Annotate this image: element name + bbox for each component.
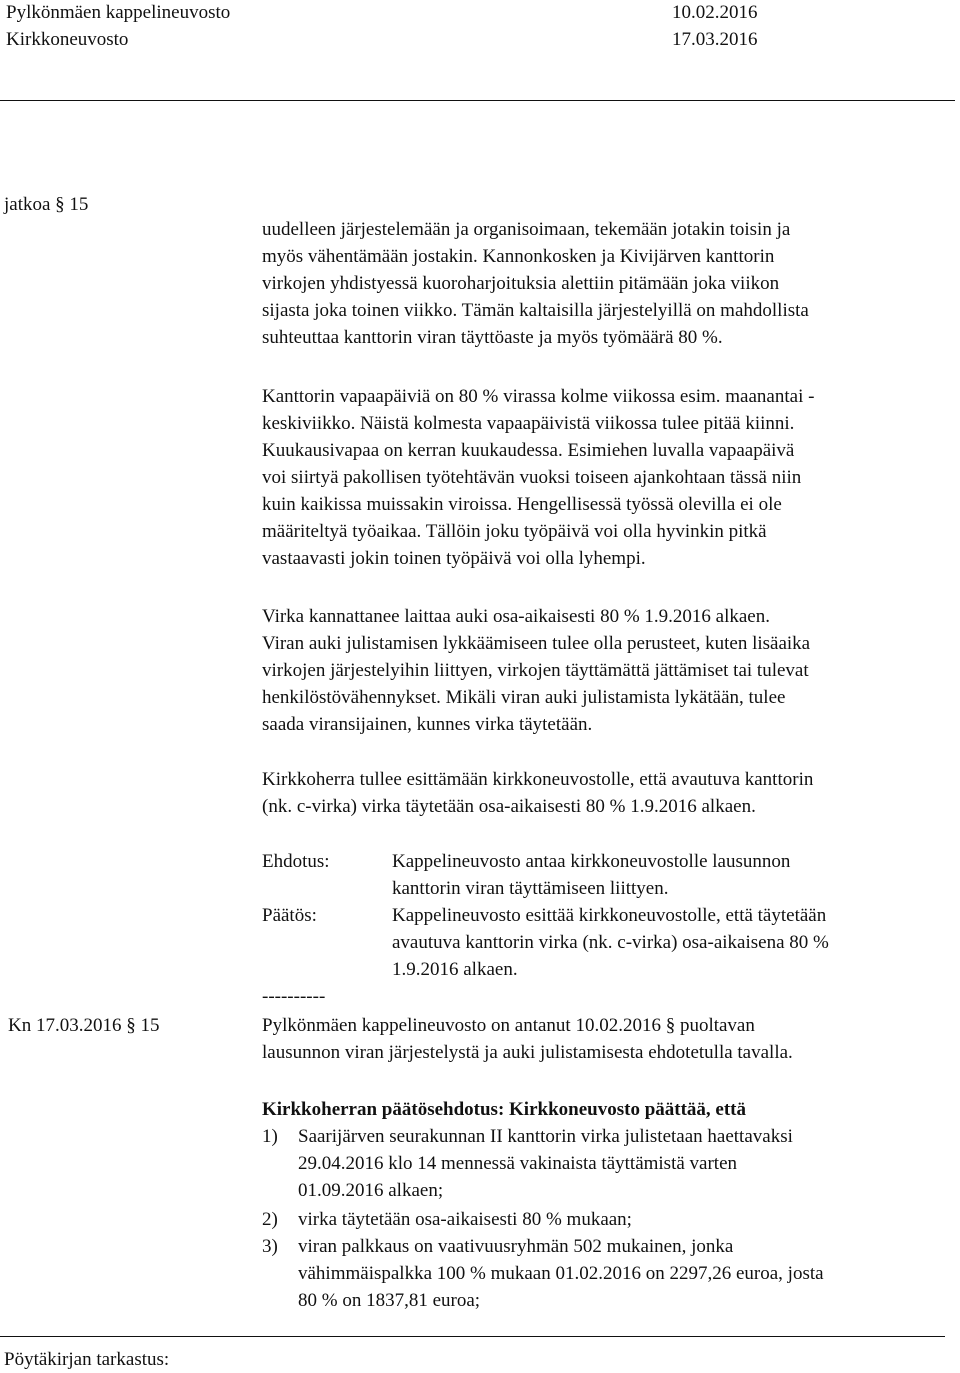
motion-heading: Kirkkoherran päätösehdotus: Kirkkoneuvosto päättää, että bbox=[262, 1099, 746, 1120]
paragraph-3-line: saada viransijainen, kunnes virka täytetään. bbox=[262, 714, 593, 735]
motion-item-line: 01.09.2016 alkaen; bbox=[298, 1180, 444, 1201]
decision-line: avautuva kanttorin virka (nk. c-virka) osa-aikaisena 80 % bbox=[392, 932, 829, 953]
proposal-label: Ehdotus: bbox=[262, 851, 330, 872]
paragraph-2-line: määriteltyä työaikaa. Tällöin joku työpäivä voi olla hyvinkin pitkä bbox=[262, 521, 767, 542]
motion-item-number: 3) bbox=[262, 1236, 278, 1257]
motion-item-line: vähimmäispalkka 100 % mukaan 01.02.2016 on 2297,26 euroa, josta bbox=[298, 1263, 824, 1284]
proposal-line: kanttorin viran täyttämiseen liittyen. bbox=[392, 878, 669, 899]
paragraph-3-line: virkojen järjestelyihin liittyen, virkojen täyttämättä jättämiset tai tulevat bbox=[262, 660, 809, 681]
paragraph-3-line: Virka kannattanee laittaa auki osa-aikaisesti 80 % 1.9.2016 alkaen. bbox=[262, 606, 770, 627]
paragraph-3-line: Viran auki julistamisen lykkäämiseen tulee olla perusteet, kuten lisäaika bbox=[262, 633, 811, 654]
motion-item-line: Saarijärven seurakunnan II kanttorin virka julistetaan haettavaksi bbox=[298, 1126, 793, 1147]
motion-item-line: 29.04.2016 klo 14 mennessä vakinaista täyttämistä varten bbox=[298, 1153, 738, 1174]
header-rule bbox=[0, 100, 955, 101]
footer-rule bbox=[0, 1336, 945, 1337]
paragraph-1-line: uudelleen järjestelemään ja organisoimaan, tekemään jotakin toisin ja bbox=[262, 219, 791, 240]
kn-paragraph-line: lausunnon viran järjestelystä ja auki julistamisesta ehdotetulla tavalla. bbox=[262, 1042, 793, 1063]
header-body-2: Kirkkoneuvosto bbox=[6, 29, 129, 50]
paragraph-2-line: vastaavasti jokin toinen työpäivä voi olla lyhempi. bbox=[262, 548, 646, 569]
paragraph-2-line: Kuukausivapaa on kerran kuukaudessa. Esimiehen luvalla vapaapäivä bbox=[262, 440, 795, 461]
paragraph-1-line: suhteuttaa kanttorin viran täyttöaste ja myös työmäärä 80 %. bbox=[262, 327, 723, 348]
paragraph-4-line: Kirkkoherra tullee esittämään kirkkoneuvostolle, että avautuva kanttorin bbox=[262, 769, 814, 790]
section-label: jatkoa § 15 bbox=[4, 194, 89, 215]
header-date-1: 10.02.2016 bbox=[672, 2, 758, 23]
paragraph-1-line: virkojen yhdistyessä kuoroharjoituksia alettiin pitämään joka viikon bbox=[262, 273, 780, 294]
decision-line: Kappelineuvosto esittää kirkkoneuvostolle, että täytetään bbox=[392, 905, 827, 926]
motion-item-line: 80 % on 1837,81 euroa; bbox=[298, 1290, 481, 1311]
motion-item-number: 2) bbox=[262, 1209, 278, 1230]
paragraph-4-line: (nk. c-virka) virka täytetään osa-aikaisesti 80 % 1.9.2016 alkaen. bbox=[262, 796, 756, 817]
paragraph-2-line: keskiviikko. Näistä kolmesta vapaapäivistä viikossa tulee pitää kiinni. bbox=[262, 413, 795, 434]
paragraph-2-line: Kanttorin vapaapäiviä on 80 % virassa kolme viikossa esim. maanantai - bbox=[262, 386, 815, 407]
proposal-line: Kappelineuvosto antaa kirkkoneuvostolle lausunnon bbox=[392, 851, 791, 872]
paragraph-3-line: henkilöstövähennykset. Mikäli viran auki julistamista lykätään, tulee bbox=[262, 687, 786, 708]
decision-label: Päätös: bbox=[262, 905, 317, 926]
header-body-1: Pylkönmäen kappelineuvosto bbox=[6, 2, 231, 23]
paragraph-1-line: myös vähentämään jostakin. Kannonkosken ja Kivijärven kanttorin bbox=[262, 246, 775, 267]
paragraph-2-line: kuin kaikissa muissakin viroissa. Hengellisessä työssä olevilla ei ole bbox=[262, 494, 782, 515]
kn-paragraph-line: Pylkönmäen kappelineuvosto on antanut 10.02.2016 § puoltavan bbox=[262, 1015, 755, 1036]
motion-item-line: virka täytetään osa-aikaisesti 80 % mukaan; bbox=[298, 1209, 632, 1230]
dash-separator: ---------- bbox=[262, 986, 326, 1007]
paragraph-2-line: voi siirtyä pakollisen työtehtävän vuoksi toiseen ajankohtaan tässä niin bbox=[262, 467, 802, 488]
motion-item-number: 1) bbox=[262, 1126, 278, 1147]
header-date-2: 17.03.2016 bbox=[672, 29, 758, 50]
paragraph-1-line: sijasta joka toinen viikko. Tämän kaltaisilla järjestelyillä on mahdollista bbox=[262, 300, 809, 321]
decision-line: 1.9.2016 alkaen. bbox=[392, 959, 518, 980]
footer-label: Pöytäkirjan tarkastus: bbox=[4, 1349, 170, 1370]
kn-section-label: Kn 17.03.2016 § 15 bbox=[8, 1015, 160, 1036]
motion-item-line: viran palkkaus on vaativuusryhmän 502 mukainen, jonka bbox=[298, 1236, 734, 1257]
